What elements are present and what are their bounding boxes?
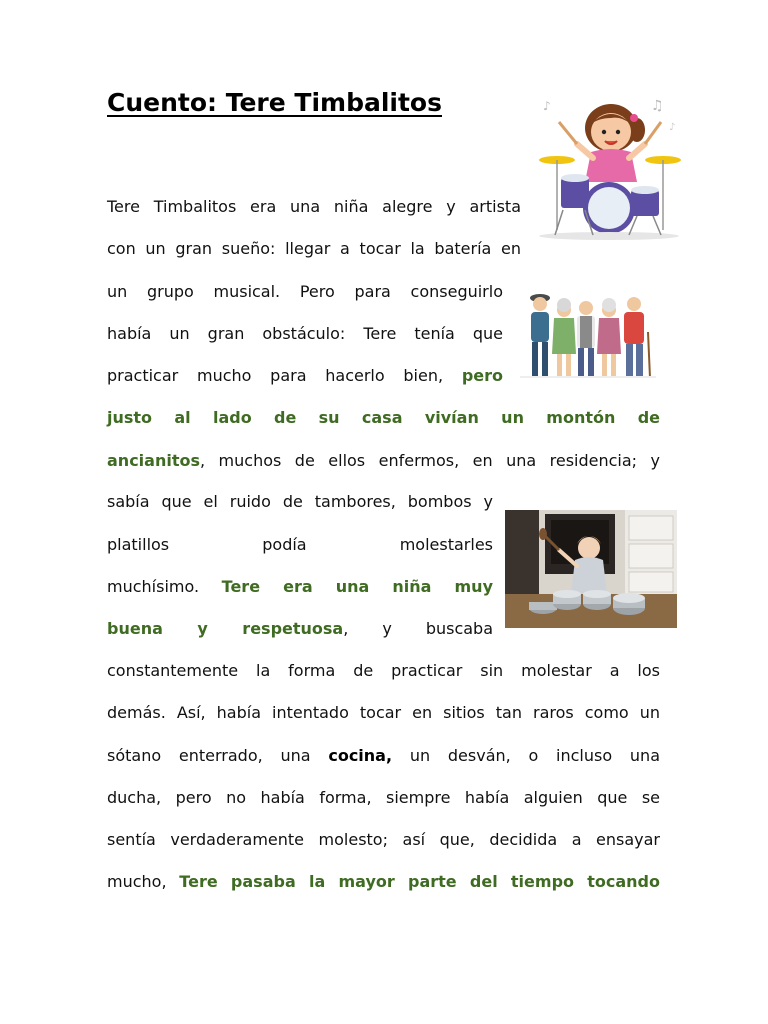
story-line bbox=[107, 867, 660, 897]
story-line bbox=[107, 783, 660, 813]
story-title: Cuento: Tere Timbalitos bbox=[107, 88, 442, 117]
text-segment: con un gran sueño: llegar a tocar la batería en bbox=[107, 239, 521, 258]
text-segment: constantemente la forma de practicar sin molestar a los bbox=[107, 661, 660, 680]
text-segment: sótano enterrado, una bbox=[107, 746, 329, 765]
drummer-girl-illustration bbox=[533, 90, 685, 242]
svg-text:♪: ♪ bbox=[543, 99, 551, 113]
story-line bbox=[107, 487, 493, 517]
text-segment: mucho, bbox=[107, 872, 180, 891]
bold-text: cocina, bbox=[328, 746, 393, 765]
highlighted-text: buena y respetuosa bbox=[107, 619, 344, 638]
story-line bbox=[107, 614, 493, 644]
story-line bbox=[107, 530, 493, 560]
story-line bbox=[107, 403, 660, 433]
highlighted-text: justo al lado de su casa vivían un montón de bbox=[107, 408, 660, 427]
text-segment: un desván, o incluso una bbox=[392, 746, 660, 765]
highlighted-text: pero bbox=[461, 366, 503, 385]
highlighted-text: Tere era una niña muy bbox=[221, 577, 493, 596]
text-segment: , muchos de ellos enfermos, en una residencia; y bbox=[200, 451, 660, 470]
text-segment: ducha, pero no había forma, siempre había alguien que se bbox=[107, 788, 660, 807]
story-line bbox=[107, 656, 660, 686]
text-segment: Tere Timbalitos era una niña alegre y artista bbox=[107, 197, 521, 216]
story-line bbox=[107, 825, 660, 855]
story-line bbox=[107, 446, 660, 476]
highlighted-text: ancianitos bbox=[107, 451, 200, 470]
story-line bbox=[107, 741, 660, 771]
story-line bbox=[107, 572, 493, 602]
story-line bbox=[107, 698, 660, 728]
text-segment: muchísimo. bbox=[107, 577, 222, 596]
text-segment: , y buscaba bbox=[343, 619, 494, 638]
story-line bbox=[107, 319, 503, 349]
text-segment: sabía que el ruido de tambores, bombos y bbox=[107, 492, 493, 511]
svg-text:♪: ♪ bbox=[669, 122, 676, 133]
story-line bbox=[107, 192, 521, 222]
text-segment: demás. Así, había intentado tocar en sitios tan raros como un bbox=[107, 703, 660, 722]
text-segment: había un gran obstáculo: Tere tenía que bbox=[107, 324, 503, 343]
story-line bbox=[107, 277, 503, 307]
story-line bbox=[107, 234, 521, 264]
text-segment: un grupo musical. Pero para conseguirlo bbox=[107, 282, 503, 301]
svg-text:♫: ♫ bbox=[651, 98, 664, 114]
kitchen-pots-photo bbox=[505, 510, 677, 628]
highlighted-text: Tere pasaba la mayor parte del tiempo tocando bbox=[179, 872, 660, 891]
story-line bbox=[107, 361, 503, 391]
text-segment: practicar mucho para hacerlo bien, bbox=[107, 366, 462, 385]
text-segment: sentía verdaderamente molesto; así que, decidida a ensayar bbox=[107, 830, 660, 849]
text-segment: platillos podía molestarles bbox=[107, 535, 493, 554]
elderly-people-illustration bbox=[520, 288, 656, 386]
